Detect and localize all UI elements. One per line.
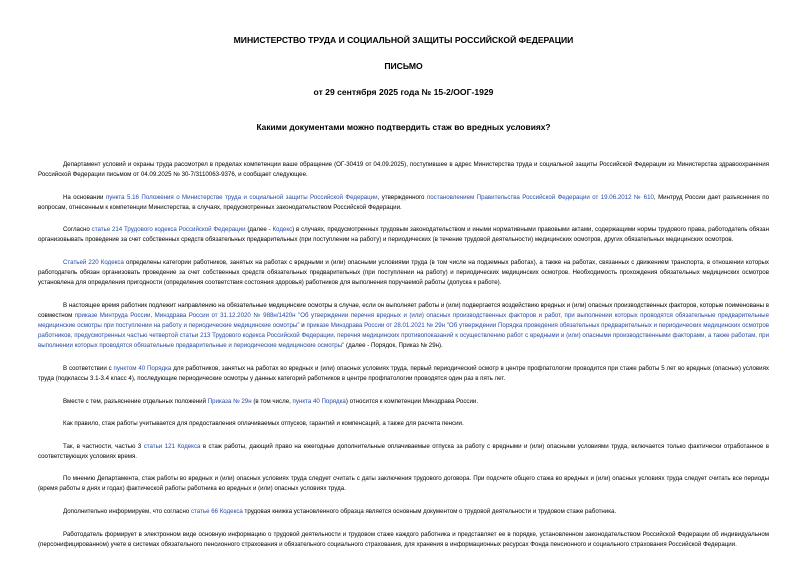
paragraph-text: (в том числе,	[251, 397, 293, 405]
document-link[interactable]: Приказа № 29н	[207, 397, 252, 405]
document-body	[38, 133, 769, 550]
document-link[interactable]: статье 214 Трудового кодекса Российской Федерации	[91, 226, 246, 234]
paragraph-text: и	[299, 322, 307, 330]
paragraph	[38, 193, 769, 213]
document-link[interactable]: Кодекс	[272, 226, 293, 234]
document-date-number: от 29 сентября 2025 года № 15-2/ООГ-1929	[313, 87, 494, 97]
document-link[interactable]: Статьей 220 Кодекса	[63, 259, 124, 267]
document-link[interactable]: приказе Минтруда России, Минздрава России от 31.12.2020 № 988н/1420н "Об утверждении перечня вредных и (или) опасных производственных факторов и работ, при выполнении которых проводятся обязательные предварительные медицинские осмотры при поступлении на работу и периодические медицинские осмотры"	[38, 311, 769, 330]
document-link[interactable]: приказе Минздрава России от 28.01.2021 № 29н "Об утверждении Порядка проведения обязательных предварительных и периодических медицинских осмотров работников, предусмотренных частью четвертой статьи 213 Трудового кодекса Российской Федерации, перечня медицинских противопоказаний к осуществлению работ с вредными и (или) опасными производственными факторами, а также работам, при выполнении которых проводятся обязательные предварительные и периодические медицинские осмотры"	[38, 322, 770, 350]
paragraph	[38, 364, 769, 384]
paragraph-text: Как правило, стаж работы учитывается для предоставления оплачиваемых отпусков, гарантий и компенсаций, а также для расчета пенсии.	[63, 420, 464, 428]
document-link[interactable]: постановлением Правительства Российской Федерации от 19.06.2012 № 610	[426, 193, 654, 201]
paragraph-text: Работодатель формирует в электронном виде основную информацию о трудовой деятельности и трудовом стаже каждого работника и представляет ее в порядке, установленном законодательством Российской Федерации об индивидуальном (персонифицированном) учете в системах обязательного пенсионного страхования и обязательного социального страхования, для хранения в информационных ресурсах Фонда пенсионного и социального страхования Российской Федерации.	[38, 530, 769, 548]
paragraph	[38, 160, 769, 180]
document-link[interactable]: статьи 121 Кодекса	[143, 442, 201, 450]
paragraph-text: По мнению Департамента, стаж работы во вредных и (или) опасных условиях труда следует считать с даты заключения трудового договора. При подсчете общего стажа во вредных и (или) опасных условиях труда следует считать все периоды (время работы в днях и годах) фактической работы работника во вредных и (или) опасных условиях труда.	[38, 475, 769, 493]
paragraph	[38, 301, 769, 351]
document-link[interactable]: статье 66 Кодекса	[190, 508, 243, 516]
paragraph-text: , Минтруд России дает разъяснения по вопросам, отнесенным к компетенции Министерства, в случаях, предусмотренных законодательством Российской Федерации.	[38, 193, 769, 211]
paragraph-text: определены категории работников, занятых на работах с вредными и (или) опасными условиями труда (в том числе на подземных работах), а также на работах, связанных с движением транспорта, в отношении которых работодатель обязан организовать проведение за счет собственных средств обязательных предварительных (при поступлении на работу) и периодических медицинских осмотров. Необходимость прохождения обязательных медицинских осмотров установлена для определения пригодности (определения соответствия состояния здоровья) работников для выполнения поручаемой работы (допуска к работе).	[38, 259, 770, 287]
paragraph	[38, 225, 769, 245]
paragraph-text: Согласно	[63, 226, 92, 234]
paragraph-text: Так, в частности, частью 3	[63, 442, 144, 450]
document-link[interactable]: пунктом 40 Порядка	[113, 364, 172, 372]
paragraph-text: На основании	[63, 193, 106, 201]
paragraph-text: ) в случаях, предусмотренных трудовым законодательством и иными нормативными правовыми актами, содержащими нормы трудового права, работодатель обязан организовывать проведение за счет собственных средств обязательных предварительных (при поступлении на работу) и периодических (в течение трудовой деятельности) медицинских осмотров, других обязательных медицинских осмотров.	[38, 226, 769, 244]
paragraph-text: в стаж работы, дающий право на ежегодные дополнительные оплачиваемые отпуска за работу с вредными и (или) опасными условиями труда, включается только фактически отработанное в соответствующих условиях время.	[38, 442, 769, 460]
paragraph	[38, 507, 769, 517]
ministry-title: МИНИСТЕРСТВО ТРУДА И СОЦИАЛЬНОЙ ЗАЩИТЫ РОССИЙСКОЙ ФЕДЕРАЦИИ	[233, 35, 574, 45]
paragraph	[38, 442, 769, 462]
question-title: Какими документами можно подтвердить стаж во вредных условиях?	[256, 122, 551, 132]
paragraph	[38, 474, 769, 494]
paragraph-text: В настоящее время работник подлежит направлению на обязательные медицинские осмотры в случае, если он выполняет работы и (или) подвергается воздействию вредных и (или) опасных производственных факторов, которые поименованы в совместном	[38, 301, 769, 319]
paragraph	[38, 258, 769, 288]
paragraph	[38, 530, 769, 550]
paragraph-text: для работников, занятых на работах во вредных и (или) опасных условиях труда, первый периодический осмотр в центре профпатологии проводится при стаже работы 5 лет во вредных (опасных) условиях труда (подклассы 3.1-3.4 класс 4), последующие периодические осмотры у данных категорий работников в центре профпатологии проводятся один раз в пять лет.	[38, 364, 769, 382]
paragraph-text: В соответствии с	[63, 364, 114, 372]
paragraph-text: ) относится к компетенции Минздрава России.	[345, 397, 479, 405]
document-type: ПИСЬМО	[384, 61, 423, 71]
document-link[interactable]: пункта 40 Порядка	[292, 397, 346, 405]
paragraph	[38, 419, 769, 429]
paragraph	[38, 397, 769, 407]
paragraph-text: , утвержденного	[377, 193, 427, 201]
paragraph-text: трудовая книжка установленного образца является основным документом о трудовой деятельности и трудовом стаже работника.	[242, 508, 617, 516]
document-link[interactable]: пункта 5.16 Положения о Министерстве труда и социальной защиты Российской Федерации	[105, 193, 378, 201]
paragraph-text: Вместе с тем, разъяснение отдельных положений	[63, 397, 208, 405]
paragraph-text: (далее - Порядок, Приказ № 29н).	[344, 342, 443, 350]
paragraph-text: Дополнительно информируем, что согласно	[63, 508, 191, 516]
paragraph-text: Департамент условий и охраны труда рассмотрел в пределах компетенции ваше обращение (ОГ-30419 от 04.09.2025), поступившее в адрес Министерства труда и социальной защиты Российской Федерации из Министерства здравоохранения Российской Федерации письмом от 04.09.2025 № 30-7/3110063-9376, и сообщает следующее.	[38, 161, 769, 179]
paragraph-text: (далее -	[245, 226, 273, 234]
